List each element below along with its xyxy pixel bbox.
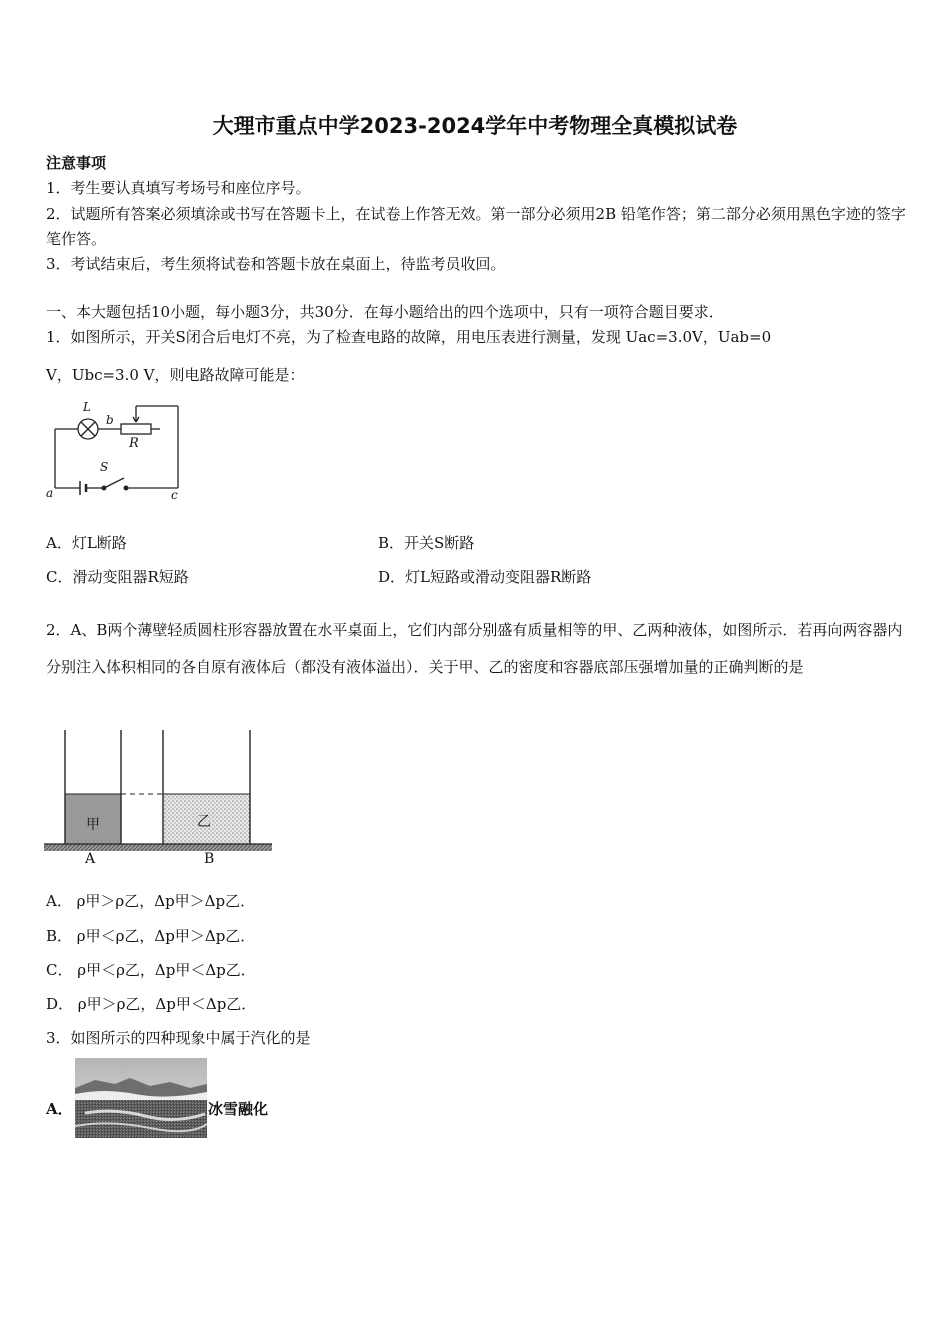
page-title: 大理市重点中学2023-2024学年中考物理全真模拟试卷 [212, 114, 738, 138]
q1-label-S: S [100, 460, 109, 474]
q1-label-c: c [171, 488, 178, 502]
q2-containers-figure [44, 728, 276, 870]
q2-label-yi: 乙 [197, 814, 211, 830]
notice-item-1: 1．考生要认真填写考场号和座位序号。 [46, 179, 311, 197]
q3-stem: 3．如图所示的四种现象中属于汽化的是 [46, 1029, 311, 1047]
q3-option-a-text[interactable]: 冰雪融化 [208, 1100, 269, 1118]
q2-option-d[interactable]: D． ρ甲＞ρ乙，Δp甲＜Δp乙． [46, 995, 257, 1013]
q2-option-a[interactable]: A． ρ甲＞ρ乙，Δp甲＞Δp乙． [46, 892, 256, 910]
q1-option-c[interactable]: C．滑动变阻器R短路 [46, 568, 189, 586]
q2-option-c[interactable]: C． ρ甲＜ρ乙，Δp甲＜Δp乙． [46, 961, 256, 979]
notice-item-3: 3．考试结束后，考生须将试卷和答题卡放在桌面上，待监考员收回。 [46, 255, 506, 273]
q1-stem-line2: V，Ubc=3.0 V，则电路故障可能是： [46, 366, 305, 384]
q2-label-jia: 甲 [86, 817, 100, 833]
q2-stem: 2．A、B两个薄壁轻质圆柱形容器放置在水平桌面上，它们内部分别盛有质量相等的甲、乙两种液体，如图所示．若再向两容器内分别注入体积相同的各自原有液体后（都没有液体溢出）．关于甲、乙的密度和容器底部压强增加量的正确判断的是 [46, 621, 903, 676]
q2-label-B: B [204, 851, 215, 867]
section-instructions: 一、本大题包括10小题，每小题3分，共30分．在每小题给出的四个选项中，只有一项符合题目要求． [46, 303, 724, 321]
q2-label-A: A [85, 851, 96, 867]
q1-stem-line1: 1．如图所示，开关S闭合后电灯不亮，为了检查电路的故障，用电压表进行测量，发现 Uac=3.0V，Uab=0 [46, 328, 772, 346]
q1-option-a[interactable]: A．灯L断路 [46, 534, 127, 552]
q1-circuit-figure [40, 396, 190, 502]
q3-option-a-photo[interactable] [75, 1058, 207, 1138]
notice-heading: 注意事项 [46, 154, 107, 172]
q1-option-d[interactable]: D．灯L短路或滑动变阻器R断路 [378, 568, 592, 586]
q2-option-b[interactable]: B． ρ甲＜ρ乙，Δp甲＞Δp乙． [46, 927, 256, 945]
q1-label-L: L [83, 400, 91, 414]
q1-label-R: R [129, 436, 139, 451]
q1-label-a: a [46, 486, 54, 500]
q1-label-b: b [106, 413, 114, 427]
notice-item-2: 2．试题所有答案必须填涂或书写在答题卡上，在试卷上作答无效。第一部分必须用2B 铅笔作答；第二部分必须用黑色字迹的签字笔作答。 [46, 205, 906, 248]
q3-option-a-letter[interactable]: A． [46, 1100, 73, 1118]
q1-option-b[interactable]: B．开关S断路 [378, 534, 475, 552]
